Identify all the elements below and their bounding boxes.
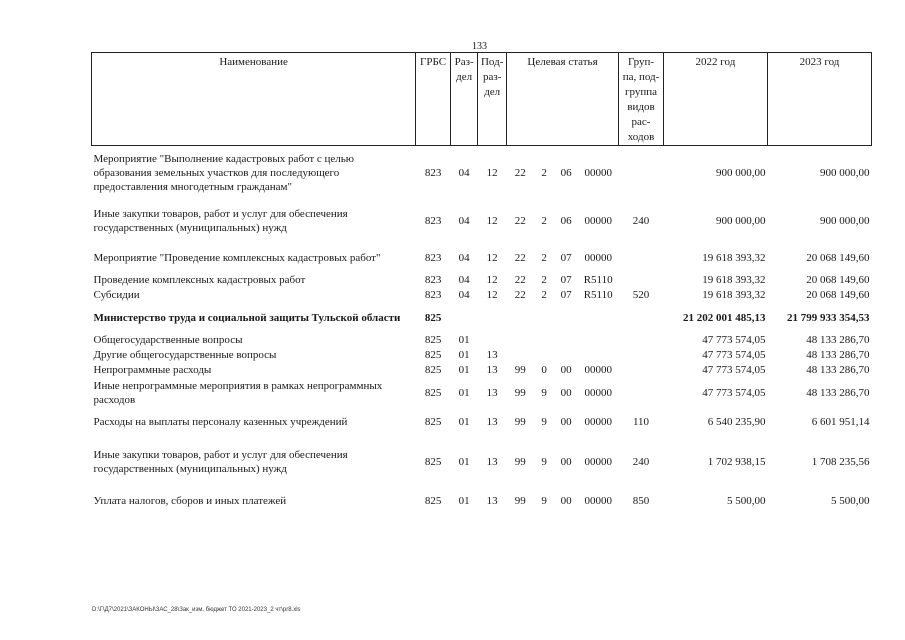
- row-name: Уплата налогов, сборов и иных платежей: [93, 494, 287, 507]
- table-row: [92, 348, 872, 363]
- row-target-part4: [578, 333, 619, 348]
- table-row: [92, 200, 872, 243]
- row-target-part1: 99: [514, 415, 526, 428]
- row-podrazdel: 12: [486, 215, 498, 227]
- row-target-part2: [534, 333, 554, 348]
- row-razdel: [450, 303, 478, 333]
- row-name: Проведение комплексных кадастровых работ: [93, 274, 306, 286]
- row-name: Иные закупки товаров, работ и услуг для обеспечения государственных (муниципальных) нужд: [93, 208, 348, 234]
- row-value-2023: 5 500,00: [831, 494, 870, 507]
- row-expense-group: [619, 146, 664, 200]
- header-razdel: Раз- дел: [450, 53, 478, 146]
- row-grbs: 823: [424, 166, 442, 179]
- row-target-part4: 00000: [584, 494, 612, 507]
- row-name: Общегосударственные вопросы: [93, 334, 243, 346]
- row-value-2023: 6 601 951,14: [811, 415, 870, 428]
- table-body: [92, 146, 872, 514]
- row-target-part4: 00000: [584, 455, 612, 468]
- row-name: Мероприятие "Выполнение кадастровых работ с целью образования земельных участков для последующего предоставления многодетным гражданам": [93, 152, 355, 193]
- row-grbs: 825: [424, 415, 442, 428]
- row-podrazdel: 13: [486, 455, 498, 468]
- row-target-part1: 22: [514, 166, 526, 179]
- row-target-part2: 9: [541, 494, 547, 507]
- row-value-2022: 1 702 938,15: [707, 455, 766, 468]
- row-grbs: 825: [424, 349, 442, 361]
- row-value-2023: 48 133 286,70: [806, 386, 870, 399]
- header-name: Наименование: [92, 53, 416, 146]
- row-value-2022: 19 618 393,32: [702, 289, 766, 301]
- row-value-2022: 19 618 393,32: [702, 251, 766, 264]
- row-grbs: 825: [424, 494, 442, 507]
- row-value-2023: 48 133 286,70: [806, 364, 870, 376]
- row-target-part4: [578, 303, 619, 333]
- row-target-part3: 00: [560, 364, 572, 376]
- row-value-2023: 48 133 286,70: [806, 334, 870, 346]
- header-grbs: ГРБС: [416, 53, 451, 146]
- row-razdel: 01: [458, 386, 470, 399]
- row-razdel: 04: [458, 274, 470, 286]
- row-target-part4: 00000: [584, 215, 612, 227]
- row-name: Субсидии: [93, 289, 140, 301]
- row-value-2023: 20 068 149,60: [806, 274, 870, 286]
- row-grbs: 825: [424, 455, 442, 468]
- row-target-part2: 9: [541, 455, 547, 468]
- row-value-2023: 900 000,00: [820, 166, 870, 179]
- row-razdel: 01: [458, 364, 470, 376]
- table-row: [92, 378, 872, 408]
- row-value-2023: 1 708 235,56: [811, 455, 870, 468]
- row-grbs: 825: [424, 386, 442, 399]
- table-row: [92, 408, 872, 436]
- row-razdel: 01: [458, 455, 470, 468]
- row-target-part2: [534, 303, 554, 333]
- row-target-part1: 22: [514, 215, 526, 227]
- row-value-2022: 47 773 574,05: [702, 349, 766, 361]
- table-row: [92, 363, 872, 378]
- row-target-part3: 00: [560, 386, 572, 399]
- row-name: Министерство труда и социальной защиты Тульской области: [93, 311, 401, 324]
- row-target-part3: 07: [560, 251, 572, 264]
- row-podrazdel: 13: [486, 349, 498, 361]
- row-expense-group: 240: [632, 455, 650, 468]
- row-razdel: 04: [458, 251, 470, 264]
- row-podrazdel: [478, 333, 507, 348]
- row-razdel: 04: [458, 289, 470, 301]
- row-grbs: 823: [424, 215, 442, 227]
- row-expense-group: [619, 378, 664, 408]
- row-razdel: 04: [458, 166, 470, 179]
- row-expense-group: 520: [632, 289, 650, 301]
- row-target-part4: R5110: [583, 274, 613, 286]
- row-value-2022: 900 000,00: [715, 166, 766, 179]
- row-target-part2: 9: [541, 386, 547, 399]
- row-podrazdel: 12: [486, 289, 498, 301]
- table-row: [92, 288, 872, 303]
- row-value-2022: 6 540 235,90: [707, 415, 766, 428]
- row-target-part2: 9: [541, 415, 547, 428]
- file-path-footer: D:\Г\Д7\2021\ЗАКОНЫ\ЗАС_28\Зак_изм. бюджет ТО 2021-2023_2 чт\pr8.xls: [92, 607, 301, 613]
- table-header-row: [92, 53, 872, 146]
- row-podrazdel: 13: [486, 364, 498, 376]
- row-expense-group: [619, 348, 664, 363]
- header-target-article: Целевая статья: [506, 53, 618, 146]
- row-value-2022: 47 773 574,05: [702, 334, 766, 346]
- row-value-2023: 21 799 933 354,53: [787, 311, 870, 324]
- row-target-part2: 0: [541, 364, 547, 376]
- budget-table: [91, 52, 872, 514]
- row-target-part1: 99: [514, 494, 526, 507]
- row-target-part3: 06: [560, 215, 572, 227]
- row-expense-group: 850: [632, 494, 650, 507]
- row-value-2023: 20 068 149,60: [806, 289, 870, 301]
- row-value-2022: 19 618 393,32: [702, 274, 766, 286]
- row-target-part1: [506, 333, 534, 348]
- row-name: Другие общегосударственные вопросы: [93, 349, 277, 361]
- row-name: Непрограммные расходы: [93, 364, 212, 376]
- row-value-2022: 21 202 001 485,13: [682, 311, 766, 324]
- row-expense-group: [619, 243, 664, 273]
- row-razdel: 01: [458, 494, 470, 507]
- row-grbs: 823: [424, 289, 442, 301]
- row-grbs: 825: [424, 364, 442, 376]
- row-target-part4: 00000: [584, 415, 612, 428]
- row-name: Иные непрограммные мероприятия в рамках непрограммных расходов: [93, 379, 383, 406]
- row-podrazdel: 12: [486, 251, 498, 264]
- row-value-2023: 20 068 149,60: [806, 251, 870, 264]
- row-expense-group: [619, 363, 664, 378]
- row-razdel: 01: [458, 334, 470, 346]
- row-grbs: 823: [424, 251, 442, 264]
- row-target-part3: [554, 303, 577, 333]
- table-row: [92, 436, 872, 488]
- row-razdel: 04: [458, 215, 470, 227]
- row-podrazdel: 13: [486, 494, 498, 507]
- row-target-part3: 07: [560, 289, 572, 301]
- row-target-part3: 00: [560, 494, 572, 507]
- header-2023: 2023 год: [767, 53, 871, 146]
- row-target-part2: 2: [541, 166, 547, 179]
- row-target-part4: R5110: [583, 289, 613, 301]
- row-value-2022: 5 500,00: [726, 494, 766, 507]
- row-value-2022: 900 000,00: [715, 215, 766, 227]
- row-razdel: 01: [458, 349, 470, 361]
- row-target-part2: 2: [541, 251, 547, 264]
- row-expense-group: 240: [632, 215, 650, 227]
- header-expense-group: Груп- па, под- группа видов рас- ходов: [619, 53, 664, 146]
- row-razdel: 01: [458, 415, 470, 428]
- row-name: Расходы на выплаты персоналу казенных учреждений: [93, 415, 348, 428]
- row-expense-group: [619, 273, 664, 288]
- table-row: [92, 146, 872, 200]
- row-name: Мероприятие "Проведение комплексных кадастровых работ": [93, 251, 381, 264]
- row-value-2022: 47 773 574,05: [702, 386, 766, 399]
- row-target-part3: [554, 348, 577, 363]
- row-target-part1: [506, 348, 534, 363]
- header-podrazdel: Под- раз- дел: [478, 53, 507, 146]
- table-row: [92, 333, 872, 348]
- table-row: [92, 273, 872, 288]
- row-podrazdel: 13: [486, 386, 498, 399]
- row-expense-group: 110: [632, 415, 650, 428]
- table-row: [92, 303, 872, 333]
- row-grbs: 823: [424, 274, 442, 286]
- row-target-part3: 06: [560, 166, 572, 179]
- row-target-part3: 07: [560, 274, 572, 286]
- row-value-2023: 900 000,00: [820, 215, 870, 227]
- row-podrazdel: [478, 303, 507, 333]
- row-podrazdel: 12: [486, 274, 498, 286]
- row-expense-group: [619, 333, 664, 348]
- row-name: Иные закупки товаров, работ и услуг для обеспечения государственных (муниципальных) нужд: [93, 448, 348, 475]
- row-grbs: 825: [424, 334, 442, 346]
- row-value-2022: 47 773 574,05: [702, 364, 766, 376]
- row-target-part4: [578, 348, 619, 363]
- row-target-part2: 2: [541, 274, 547, 286]
- row-target-part1: 99: [514, 364, 526, 376]
- row-target-part1: 99: [514, 455, 526, 468]
- row-podrazdel: 13: [486, 415, 498, 428]
- row-target-part2: 2: [541, 289, 547, 301]
- row-expense-group: [619, 303, 664, 333]
- row-target-part2: 2: [541, 215, 547, 227]
- row-target-part4: 00000: [584, 166, 612, 179]
- header-2022: 2022 год: [663, 53, 767, 146]
- row-podrazdel: 12: [486, 166, 498, 179]
- row-target-part1: 22: [514, 251, 526, 264]
- page-number: 133: [472, 41, 487, 52]
- row-target-part3: 00: [560, 455, 572, 468]
- row-target-part4: 00000: [584, 251, 612, 264]
- row-target-part3: 00: [560, 415, 572, 428]
- row-target-part2: [534, 348, 554, 363]
- row-value-2023: 48 133 286,70: [806, 349, 870, 361]
- row-target-part1: 99: [514, 386, 526, 399]
- row-target-part4: 00000: [584, 386, 612, 399]
- table-row: [92, 243, 872, 273]
- table-row: [92, 488, 872, 514]
- row-target-part1: 22: [514, 274, 526, 286]
- row-target-part4: 00000: [584, 364, 612, 376]
- row-target-part1: [506, 303, 534, 333]
- row-target-part3: [554, 333, 577, 348]
- row-target-part1: 22: [514, 289, 526, 301]
- row-grbs: 825: [424, 311, 442, 324]
